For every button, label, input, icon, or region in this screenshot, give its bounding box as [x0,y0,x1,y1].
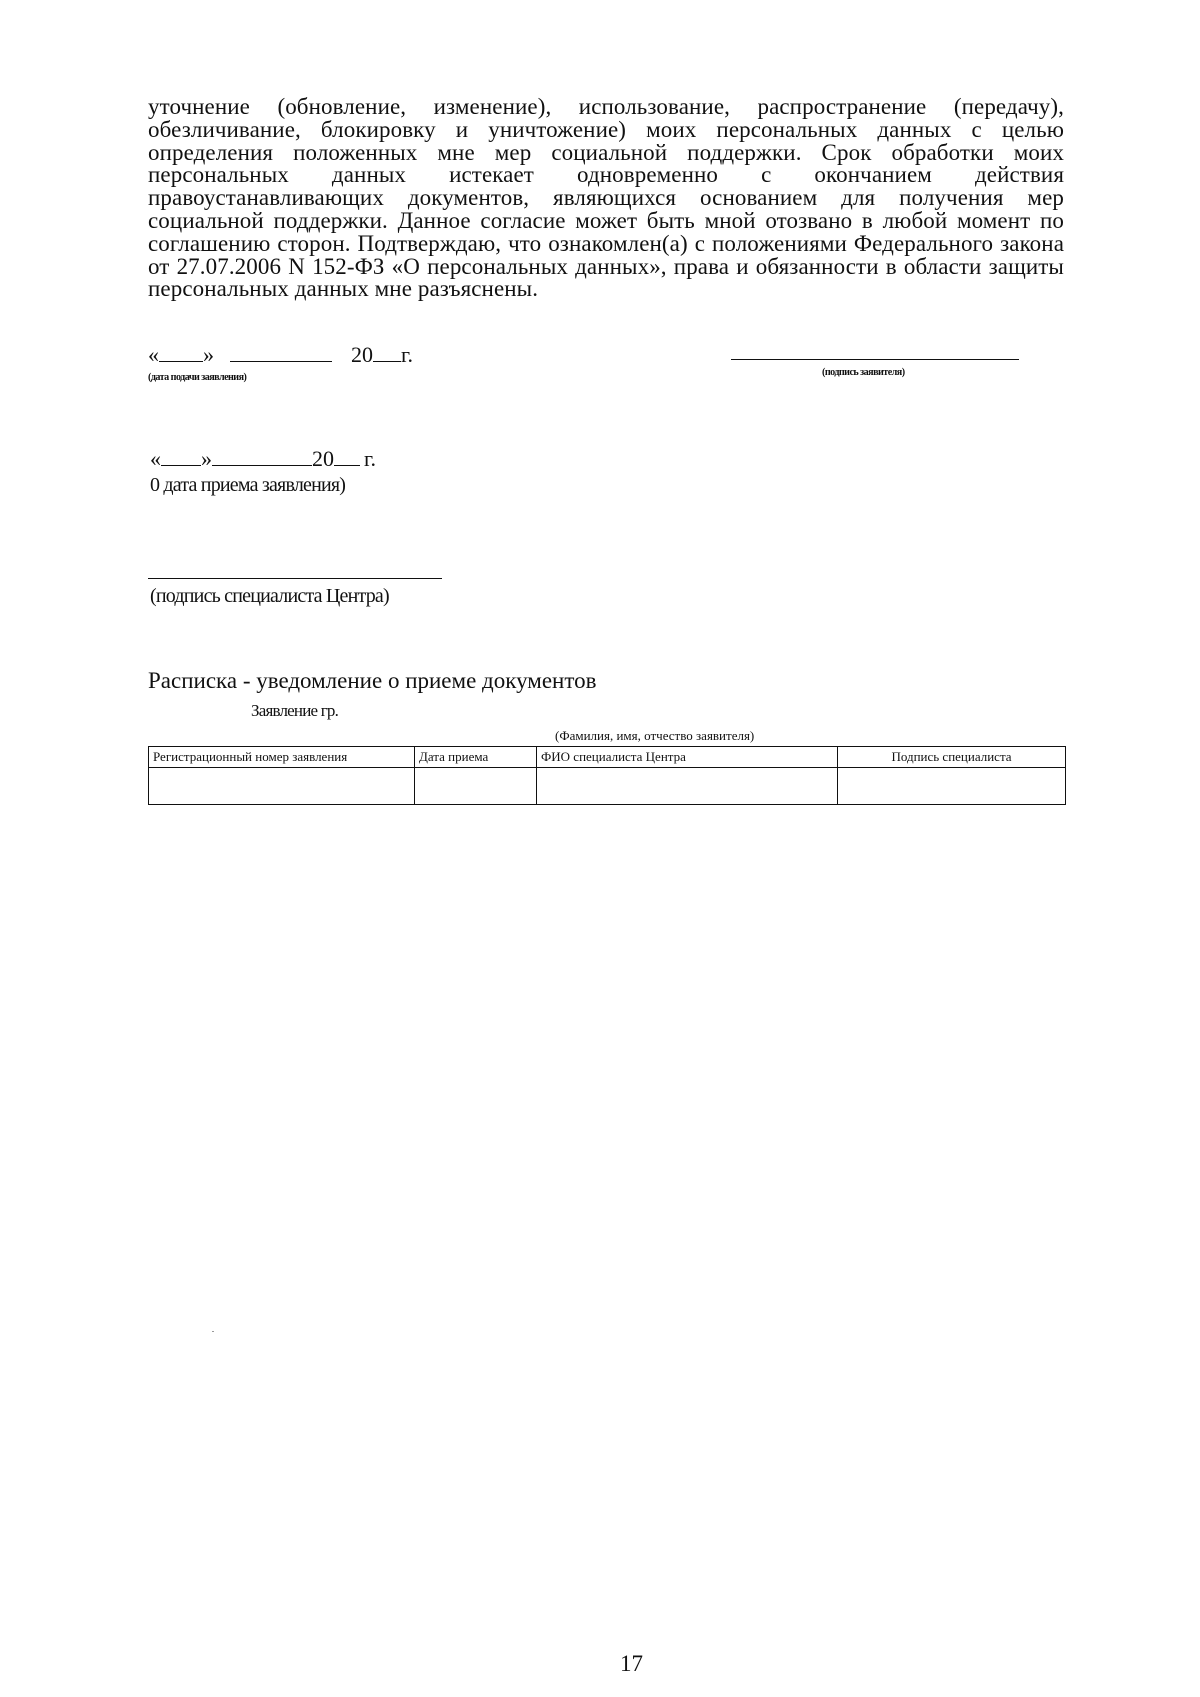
scan-speck [212,1331,214,1332]
column-header-reception-date: Дата приема [415,747,537,768]
receipt-table [148,746,1066,805]
reception-year-blank[interactable] [334,447,360,466]
statement-label: Заявление гр. [251,701,339,720]
applicant-date-caption: (дата подачи заявления) [148,371,247,383]
receipt-title: Расписка - уведомление о приеме документов [148,668,597,693]
reception-date-open-quote: « [150,446,161,471]
reception-date-close-quote: » [201,446,212,471]
applicant-day-blank[interactable] [159,343,203,362]
applicant-date-year-suffix: г. [401,342,414,367]
reception-date-caption: 0 дата приема заявления) [150,474,346,496]
applicant-month-blank[interactable] [230,343,332,362]
page-number: 17 [620,1651,643,1676]
applicant-date-open-quote: « [148,342,159,367]
column-header-specialist-signature: Подпись специалиста [838,747,1066,768]
receipt-table-header-row [149,747,1066,768]
applicant-fio-caption: (Фамилия, имя, отчество заявителя) [555,728,755,743]
reception-date-field [150,446,376,472]
consent-paragraph: уточнение (обновление, изменение), использование, распространение (передачу), обезличивание, блокировку и уничтожение) моих персональных данных с целью определения положенных мне мер социальной поддержки. Срок обработки моих персональных данных истекает одновременно с окончанием действия правоустанавливающих документов, являющихся основанием для получения мер социальной поддержки. Данное согласие может быть мной отозвано в любой момент по соглашению сторон. Подтверждаю, что ознакомлен(а) с положениями Федерального закона от 27.07.2006 N 152-ФЗ «О персональных данных», права и обязанности в области защиты персональных данных мне разъяснены. [148,94,1064,302]
specialist-fio-cell[interactable] [537,768,838,805]
table-row [149,768,1066,805]
applicant-signature-line[interactable] [731,359,1019,360]
applicant-year-blank[interactable] [373,343,401,362]
column-header-registration-number: Регистрационный номер заявления [149,747,415,768]
reception-month-blank[interactable] [212,447,312,466]
column-header-specialist-fio: ФИО специалиста Центра [537,747,838,768]
specialist-signature-cell[interactable] [838,768,1066,805]
registration-number-cell[interactable] [149,768,415,805]
applicant-date-field [148,342,413,368]
applicant-date-century: 20 [351,342,373,367]
reception-date-century: 20 [312,446,334,471]
reception-date-year-suffix: г. [364,446,377,471]
applicant-signature-caption: (подпись заявителя) [822,366,905,378]
specialist-signature-line[interactable] [148,578,442,579]
specialist-signature-caption: (подпись специалиста Центра) [150,585,389,607]
applicant-date-close-quote: » [203,342,214,367]
reception-day-blank[interactable] [161,447,201,466]
reception-date-cell[interactable] [415,768,537,805]
